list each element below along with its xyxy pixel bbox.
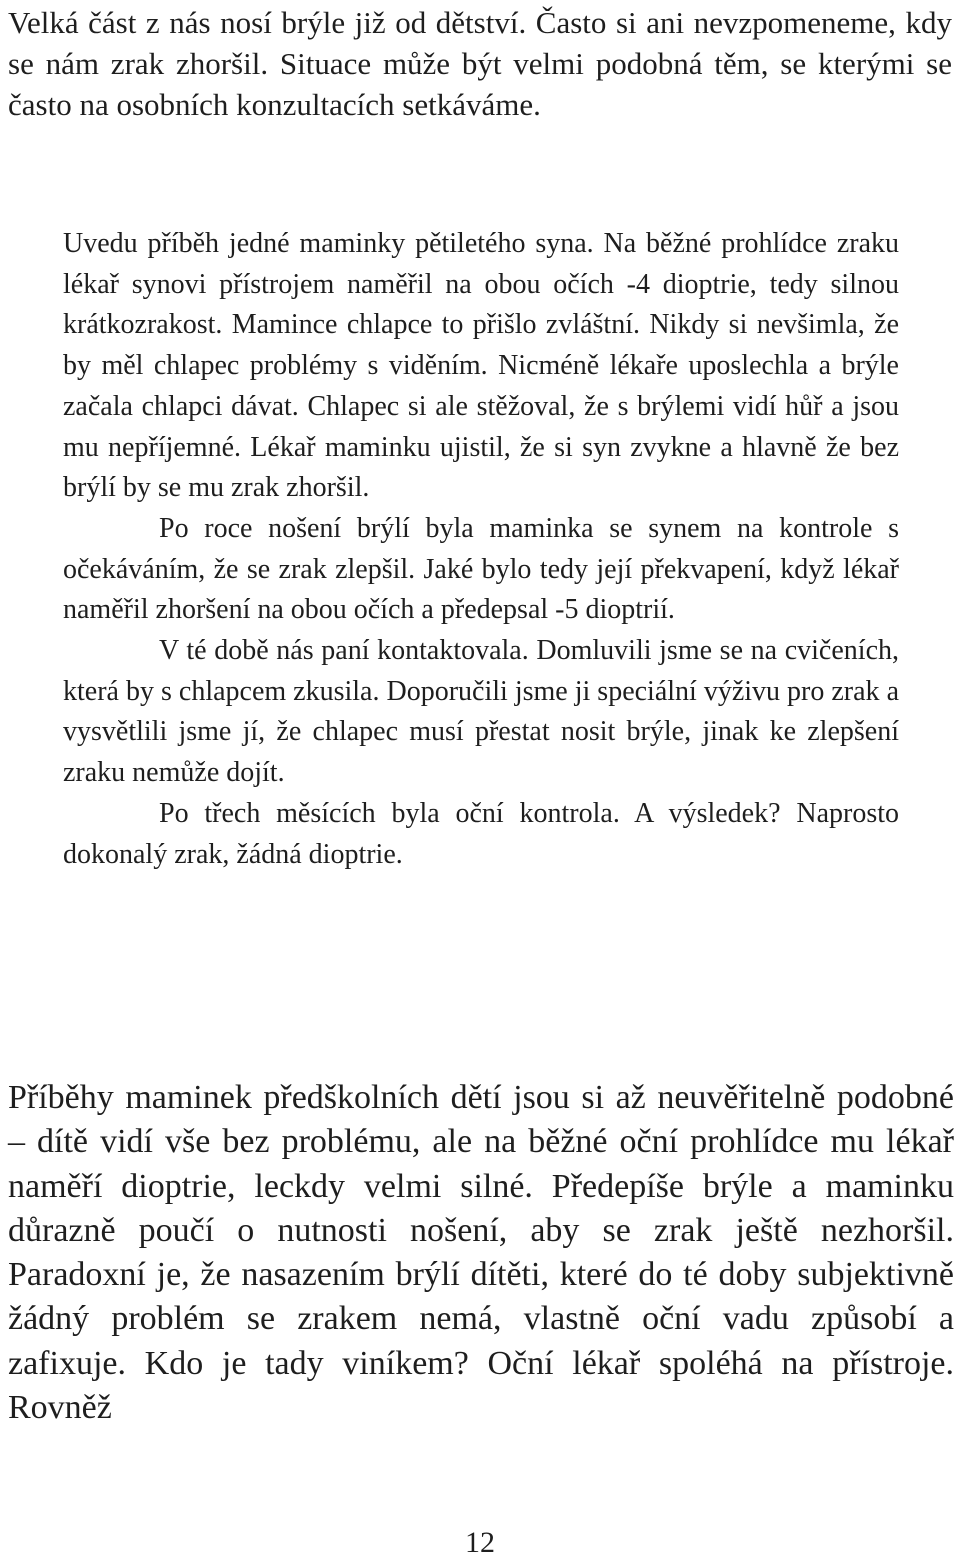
story-paragraph-1: Uvedu příběh jedné maminky pětiletého syna. Na běžné prohlídce zraku lékař synovi přístrojem naměřil na obou očích -4 dioptrie, tedy silnou krátkozrakost. Mamince chlapce to přišlo zvláštní. Nikdy si nevšimla, že by měl chlapec problémy s viděním. Nicméně lékaře uposlechla a brýle začala chlapci dávat. Chlapec si ale stěžoval, že s brýlemi vidí hůř a jsou mu nepříjemné. Lékař maminku ujistil, že si syn zvykne a hlavně že bez brýlí by se mu zrak zhoršil. (63, 228, 899, 504)
summary-paragraph: Příběhy maminek předškolních dětí jsou si až neuvěřitelně podobné – dítě vidí vše bez problému, ale na běžné oční prohlídce mu lékař naměří dioptrie, leckdy velmi silné. Předepíše brýle a maminku důrazně poučí o nutnosti nošení, aby se zrak ještě nezhoršil. Paradoxní je, že nasazením brýlí dítěti, které do té doby subjektivně žádný problém se zrakem nemá, vlastně oční vadu způsobí a zafixuje. Kdo je tady viníkem? Oční lékař spoléhá na přístroje. Rovněž (8, 1079, 954, 1427)
story-paragraph-4: Po třech měsících byla oční kontrola. A výsledek? Naprosto dokonalý zrak, žádná dioptrie. (63, 797, 899, 870)
page-number: 12 (465, 1526, 495, 1559)
summary-block (8, 1076, 954, 1430)
story-block (63, 224, 899, 875)
story-paragraph-2: Po roce nošení brýlí byla maminka se synem na kontrole s očekáváním, že se zrak zlepšil. Jaké bylo tedy její překvapení, když lékař naměřil zhoršení na obou očích a předepsal -5 dioptrií. (63, 512, 899, 626)
intro-paragraph: Velká část z nás nosí brýle již od dětství. Často si ani nevzpomeneme, kdy se nám zrak zhoršil. Situace může být velmi podobná těm, se kterými se často na osobních konzultacích setkáváme. (8, 5, 952, 122)
story-paragraph-3: V té době nás paní kontaktovala. Domluvili jsme se na cvičeních, která by s chlapcem zkusila. Doporučili jsme ji speciální výživu pro zrak a vysvětlili jsme jí, že chlapec musí přestat nosit brýle, jinak ke zlepšení zraku nemůže dojít. (63, 635, 899, 789)
intro-paragraph-block (8, 2, 952, 125)
